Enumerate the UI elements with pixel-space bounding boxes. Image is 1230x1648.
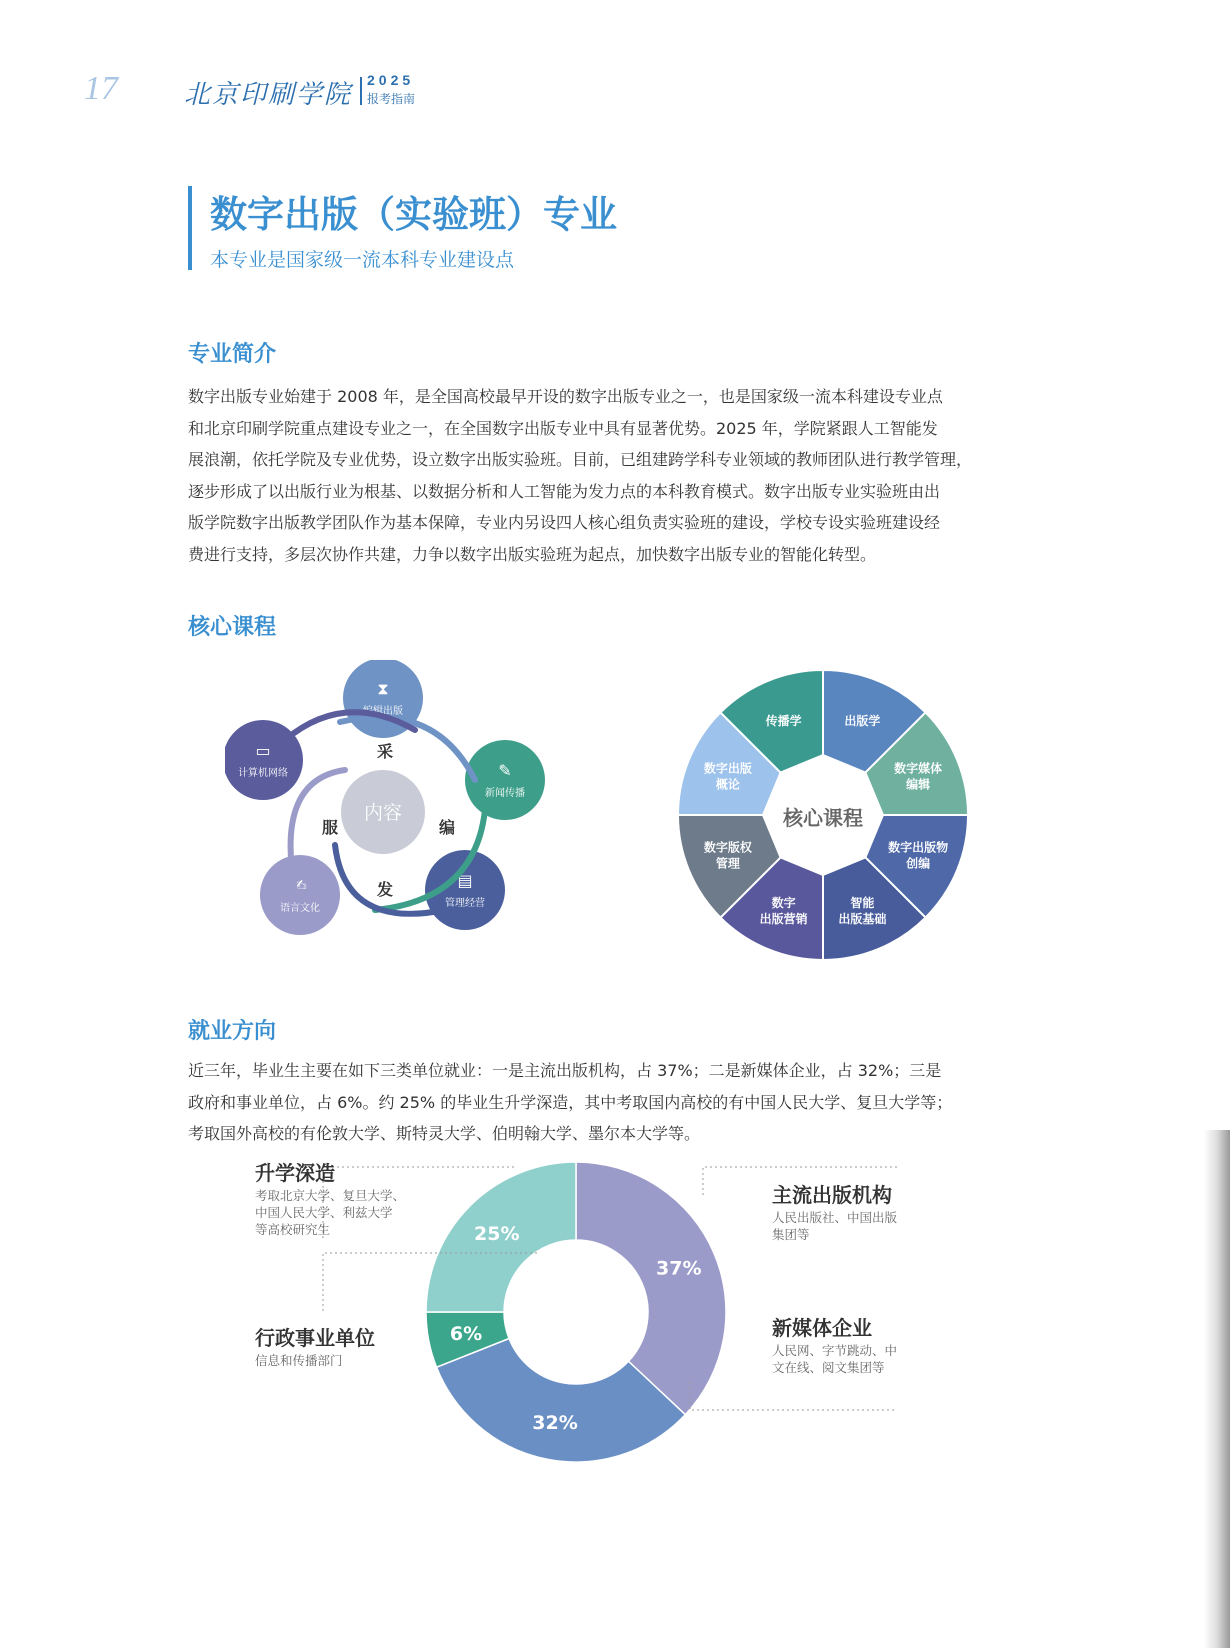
wheel-center-label: 核心课程 [783,806,863,830]
text-line: 数字出版专业始建于 2008 年，是全国高校最早开设的数字出版专业之一，也是国家级一流本科建设专业点 [188,387,943,406]
cycle-verb: 服 [321,818,339,837]
category-name: 新媒体企业 [772,1316,872,1340]
cycle-node-label: 管理经营 [445,898,485,909]
employment-donut-chart [240,1150,1000,1470]
intro-heading: 专业简介 [188,342,277,367]
wheel-segment-label: 编辑 [906,777,931,792]
wheel-segment-label: 出版营销 [759,912,808,927]
wheel-segment-label: 智能 [850,896,875,911]
courses-heading: 核心课程 [188,615,277,640]
monitor-icon: ▭ [255,741,271,760]
text-line: 费进行支持，多层次协作共建，力争以数字出版实验班为起点，加快数字出版专业的智能化转型。 [188,544,877,564]
text-line: 版学院数字出版教学团队作为基本保障，专业内另设四人核心组负责实验班的建设，学校专设实验班建设经 [188,513,941,532]
page-edge-shadow [1204,1130,1230,1648]
text-line: 近三年，毕业生主要在如下三类单位就业：一是主流出版机构，占 37%；二是新媒体企业，占 32%；三是 [188,1061,942,1080]
category-desc: 人民出版社、中国出版 [772,1210,898,1225]
pencil-icon: ✎ [498,761,512,780]
donut-slice [576,1162,726,1415]
category-desc: 人民网、字节跳动、中 [772,1343,898,1358]
page-title: 数字出版（实验班）专业 [210,193,617,236]
cycle-verb: 发 [376,880,394,899]
content-cycle-diagram [225,660,575,970]
cycle-node-label: 编辑出版 [363,706,403,717]
wheel-segment-label: 传播学 [765,713,802,728]
wheel-segment-label: 管理 [715,856,740,871]
slice-value-label: 37% [656,1257,702,1280]
category-desc: 文在线、阅文集团等 [772,1360,885,1375]
hourglass-icon: ⧗ [377,679,389,698]
cycle-verb: 编 [438,818,456,837]
cycle-node-4 [260,855,340,935]
text-line: 政府和事业单位，占 6%。约 25% 的毕业生升学深造，其中考取国内高校的有中国人民大学、复旦大学等； [188,1092,953,1112]
cycle-node-label: 计算机网络 [238,768,288,779]
leader-line [690,1382,895,1410]
employment-heading: 就业方向 [188,1019,277,1044]
category-name: 升学深造 [255,1161,335,1185]
wheel-segment-label: 数字版权 [703,840,752,855]
text-line: 和北京印刷学院重点建设专业之一，在全国数字出版专业中具有显著优势。2025 年，学院紧跟人工智能发 [188,418,938,438]
wheel-segment-label: 概论 [715,777,740,792]
category-desc: 考取北京大学、复旦大学、 [255,1188,406,1203]
wheel-segment-label: 创编 [906,856,931,871]
logo-divider [360,77,362,105]
slice-value-label: 32% [532,1412,578,1435]
text-line: 展浪潮，依托学院及专业优势，设立数字出版实验班。目前，已组建跨学科专业领域的教师团队进行教学管理， [188,450,973,469]
cycle-node-label: 新闻传播 [485,788,525,799]
cycle-center-label: 内容 [363,802,403,824]
guide-label: 报考指南 [367,92,416,106]
title-accent-bar [188,186,192,270]
cycle-node-label: 语言文化 [280,903,320,914]
page-subtitle: 本专业是国家级一流本科专业建设点 [210,249,515,271]
category-desc: 等高校研究生 [255,1222,331,1237]
intro-paragraph [188,381,1048,570]
document-icon: ▤ [457,871,473,890]
category-name: 行政事业单位 [255,1326,375,1350]
guide-year: 2025 [367,72,415,88]
employment-paragraph [188,1055,1048,1150]
wheel-segment-label: 数字 [771,896,796,911]
wheel-segment-label: 出版学 [844,713,881,728]
edit-icon: ✍ [293,876,307,895]
category-name: 主流出版机构 [772,1183,892,1207]
slice-value-label: 6% [449,1322,483,1345]
text-line: 逐步形成了以出版行业为根基、以数据分析和人工智能为发力点的本科教育模式。数字出版专业实验班由出 [188,481,941,501]
wheel-segment-label: 数字出版物 [888,840,949,855]
page-number: 17 [84,70,118,107]
wheel-segment-label: 数字出版 [703,761,752,776]
category-desc: 信息和传播部门 [255,1353,343,1368]
wheel-segment-label: 出版基础 [838,912,887,927]
core-course-wheel [670,665,990,970]
cycle-verb: 采 [376,742,394,761]
text-line: 考取国外高校的有伦敦大学、斯特灵大学、伯明翰大学、墨尔本大学等。 [188,1124,701,1143]
slice-value-label: 25% [474,1222,520,1245]
wheel-segment-label: 数字媒体 [894,761,943,776]
category-desc: 集团等 [772,1227,810,1242]
category-desc: 中国人民大学、利兹大学 [255,1205,393,1220]
university-logo: 北京印刷学院 [184,80,353,110]
